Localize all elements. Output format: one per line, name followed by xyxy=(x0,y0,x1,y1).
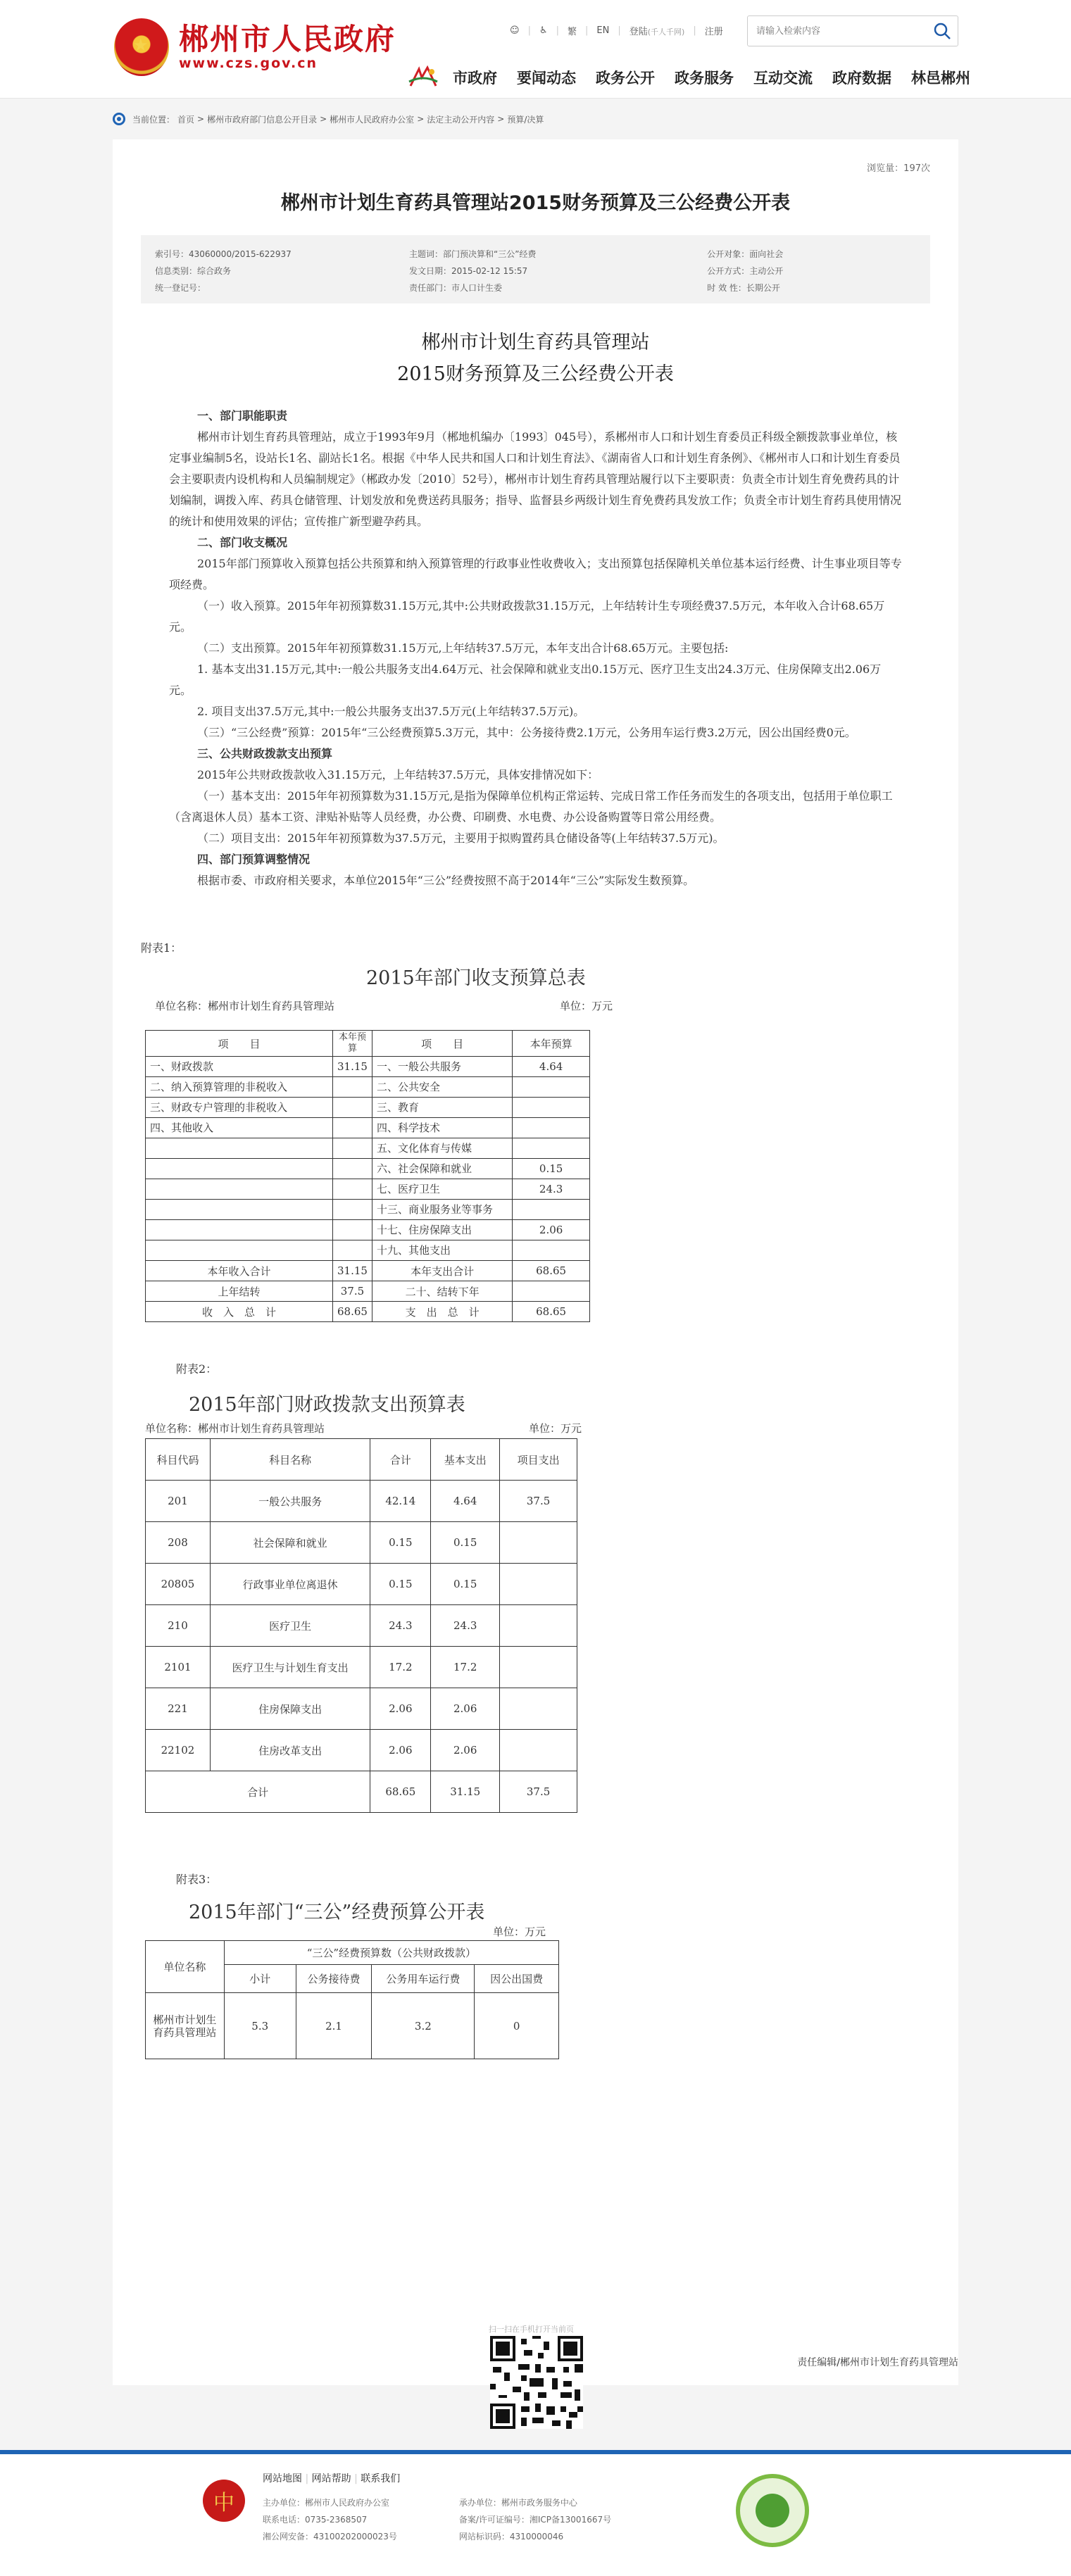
table-cell: 四、其他收入 xyxy=(146,1118,333,1138)
search-button[interactable] xyxy=(927,16,958,46)
table-cell: 0.15 xyxy=(370,1564,431,1605)
table-cell xyxy=(146,1240,333,1261)
breadcrumb-directory[interactable]: 郴州市政府部门信息公开目录 xyxy=(207,114,318,125)
table-cell: 2.06 xyxy=(431,1688,500,1730)
nav-interaction[interactable]: 互动交流 xyxy=(753,70,813,87)
table-cell xyxy=(500,1647,577,1688)
table-cell xyxy=(500,1564,577,1605)
table-cell: 221 xyxy=(146,1688,211,1730)
table-cell: 2.06 xyxy=(513,1220,590,1240)
table-cell: 31.15 xyxy=(332,1057,372,1077)
table-cell xyxy=(332,1077,372,1098)
page-title: 郴州市计划生育药具管理站2015财务预算及三公经费公开表 xyxy=(280,192,791,214)
table-row xyxy=(146,1481,577,1522)
icp-record-link[interactable]: 备案/许可证编号：湘ICP备13001667号 xyxy=(458,2515,612,2525)
table-cell xyxy=(332,1159,372,1179)
table-total-row xyxy=(146,1281,590,1302)
table1 xyxy=(145,1030,590,1322)
paragraph: 2015年公共财政拨款收入31.15万元，上年结转37.5万元，具体安排情况如下： xyxy=(197,768,599,781)
table-cell: 2.06 xyxy=(431,1730,500,1771)
table-cell: 24.3 xyxy=(513,1179,590,1200)
table-cell: 4.64 xyxy=(513,1057,590,1077)
table-cell: 收 入 总 计 xyxy=(146,1302,333,1322)
table-cell xyxy=(500,1688,577,1730)
section-heading: 二、部门收支概况 xyxy=(197,536,288,549)
qr-code xyxy=(490,2336,583,2429)
table-cell xyxy=(513,1240,590,1261)
table-cell: 十九、其他支出 xyxy=(372,1240,512,1261)
table-cell: 一、一般公共服务 xyxy=(372,1057,512,1077)
table-cell xyxy=(513,1098,590,1118)
paragraph: 2015年部门预算收入预算包括公共预算和纳入预算管理的行政事业性收费收入；支出预算包括保障机关单位基本运行经费、计生事业项目等专项经费。 xyxy=(169,557,902,591)
table-cell: 四、科学技术 xyxy=(372,1118,512,1138)
register-link[interactable]: 注册 xyxy=(704,27,723,37)
view-count: 浏览量：197次 xyxy=(867,163,930,174)
english-link[interactable]: EN xyxy=(596,25,610,36)
table-cell: 十七、住房保障支出 xyxy=(372,1220,512,1240)
breadcrumb-budget[interactable]: 预算/决算 xyxy=(507,114,544,125)
table-cell: 五、文化体育与传媒 xyxy=(372,1138,512,1159)
table-cell xyxy=(500,1605,577,1647)
table3-note: 附表3： xyxy=(176,1873,218,1886)
table-cell: 17.2 xyxy=(370,1647,431,1688)
table-cell: 医疗卫生与计划生育支出 xyxy=(210,1647,370,1688)
table-cell xyxy=(332,1220,372,1240)
nav-city-government[interactable]: 市政府 xyxy=(453,70,497,87)
table-row xyxy=(146,1138,590,1159)
paragraph: 根据市委、市政府相关要求，本单位2015年“三公”经费按照不高于2014年“三公”实际发生数预算。 xyxy=(197,874,695,887)
table-cell: 行政事业单位离退休 xyxy=(210,1564,370,1605)
search-icon xyxy=(933,22,951,40)
table2 xyxy=(145,1438,577,1813)
table-cell: 三、财政专户管理的非税收入 xyxy=(146,1098,333,1118)
paragraph: （三）“三公经费”预算：2015年“三公经费预算5.3万元，其中：公务接待费2.1万元，公务用车运行费3.2万元，因公出国经费0元。 xyxy=(197,726,856,739)
table-cell xyxy=(332,1200,372,1220)
table-cell: 37.5 xyxy=(500,1481,577,1522)
party-gov-badge-icon[interactable]: 中 xyxy=(203,2480,245,2522)
table-row xyxy=(146,1179,590,1200)
footer-info: 主办单位：郴州市人民政府办公室 联系电话：0735-2368507 湘公网安备：43100202000023号 承办单位：郴州市政务服务中心 备案/许可证编号：湘ICP备13001667号 网站标识码：4310000046 xyxy=(263,2494,611,2545)
paragraph: （一）收入预算。2015年年初预算数31.15万元,其中:公共财政拨款31.15万元，上年结转计生专项经费37.5万元，本年收入合计68.65万元。 xyxy=(169,599,885,634)
site-url: www.czs.gov.cn xyxy=(179,56,318,71)
paragraph: 1. 基本支出31.15万元,其中:一般公共服务支出4.64万元、社会保障和就业支出0.15万元、医疗卫生支出24.3万元、住房保障支出2.06万元。 xyxy=(169,662,882,697)
table-cell: 社会保障和就业 xyxy=(210,1522,370,1564)
police-record-link[interactable]: 湘公网安备：43100202000023号 xyxy=(263,2532,397,2542)
table-row xyxy=(146,1200,590,1220)
login-link[interactable]: 登陆(千人千网) xyxy=(629,27,685,37)
table-cell: 六、社会保障和就业 xyxy=(372,1159,512,1179)
traditional-chinese-link[interactable]: 繁 xyxy=(568,27,577,37)
table1-title: 2015年部门收支预算总表 xyxy=(366,967,586,989)
table-cell: 0.15 xyxy=(513,1159,590,1179)
nav-gov-data[interactable]: 政府数据 xyxy=(832,70,891,87)
table-row xyxy=(146,1564,577,1605)
table-header-row: 科目代码 科目名称 合计 基本支出 项目支出 xyxy=(146,1439,577,1481)
table-row xyxy=(146,1220,590,1240)
table-cell: 十三、商业服务业等事务 xyxy=(372,1200,512,1220)
search-input[interactable] xyxy=(748,17,927,45)
table-row: 郴州市计划生育药具管理站 5.3 2.1 3.2 0 xyxy=(146,1993,559,2059)
table-cell xyxy=(146,1159,333,1179)
table-cell: 208 xyxy=(146,1522,211,1564)
table-cell: 24.3 xyxy=(431,1605,500,1647)
table-cell xyxy=(332,1138,372,1159)
table2-note: 附表2： xyxy=(176,1362,218,1376)
table-cell: 210 xyxy=(146,1605,211,1647)
table-cell: 20805 xyxy=(146,1564,211,1605)
table3-unit: 单位：万元 xyxy=(493,1925,546,1938)
table-header-row: 项 目 本年预算 项 目 本年预算 xyxy=(146,1031,590,1057)
table-cell: 22102 xyxy=(146,1730,211,1771)
section-heading: 四、部门预算调整情况 xyxy=(197,853,311,866)
table3: 单位名称 “三公”经费预算数（公共财政拨款） 小计 公务接待费 公务用车运行费 因公出国费 郴州市计划生育药具管理站 5.3 2.1 3.2 0 xyxy=(145,1940,559,2059)
table-cell xyxy=(513,1281,590,1302)
table-cell xyxy=(332,1240,372,1261)
table-total-row: 合计 68.65 31.15 37.5 xyxy=(146,1771,577,1813)
nav-gov-services[interactable]: 政务服务 xyxy=(675,70,734,87)
table-cell xyxy=(332,1179,372,1200)
table-cell: 2101 xyxy=(146,1647,211,1688)
table-cell: 0.15 xyxy=(431,1564,500,1605)
table-row xyxy=(146,1098,590,1118)
breadcrumb-disclosure[interactable]: 法定主动公开内容 xyxy=(427,114,495,125)
table-cell: 4.64 xyxy=(431,1481,500,1522)
table1-unit: 单位：万元 xyxy=(559,1000,613,1012)
table-cell: 17.2 xyxy=(431,1647,500,1688)
table-cell: 42.14 xyxy=(370,1481,431,1522)
table-cell xyxy=(146,1220,333,1240)
table-cell: 二十、结转下年 xyxy=(372,1281,512,1302)
table-cell xyxy=(146,1138,333,1159)
table-cell: 68.65 xyxy=(513,1261,590,1281)
table1-unit-name: 单位名称：郴州市计划生育药具管理站 xyxy=(155,1000,335,1012)
nav-gov-disclosure[interactable]: 政务公开 xyxy=(596,70,655,87)
table1-note: 附表1： xyxy=(141,941,182,955)
nav-linyi-chenzhou[interactable]: 林邑郴州 xyxy=(911,70,970,87)
table2-unit-name: 单位名称：郴州市计划生育药具管理站 xyxy=(145,1422,325,1435)
table-cell xyxy=(513,1200,590,1220)
section-heading: 三、公共财政拨款支出预算 xyxy=(197,747,333,760)
paragraph: （二）项目支出：2015年年初预算数为37.5万元，主要用于拟购置药具仓储设备等(上年结转37.5万元)。 xyxy=(197,831,725,845)
breadcrumb-home[interactable]: 首页 xyxy=(177,114,195,125)
table-cell: 37.5 xyxy=(332,1281,372,1302)
paragraph: （二）支出预算。2015年年初预算数31.15万元,上年结转37.5万元，本年支出合计68.65万元。主要包括: xyxy=(197,641,729,655)
table-total-row xyxy=(146,1261,590,1281)
main-nav xyxy=(406,65,970,90)
table2-unit: 单位：万元 xyxy=(528,1422,582,1435)
table-cell: 68.65 xyxy=(513,1302,590,1322)
breadcrumb: 当前位置： 首页 > 郴州市政府部门信息公开目录 > 郴州市人民政府办公室 > 法定主动公开内容 > 预算/决算 xyxy=(0,99,1071,139)
table-cell xyxy=(146,1200,333,1220)
table-cell xyxy=(513,1077,590,1098)
top-links: ☺ | ♿ | 繁 | EN | 登陆(千人千网) | 注册 xyxy=(510,25,723,37)
table-cell: 68.65 xyxy=(332,1302,372,1322)
table2-title: 2015年部门财政拨款支出预算表 xyxy=(189,1394,465,1416)
table-cell: 0.15 xyxy=(431,1522,500,1564)
site-footer: 中 网站地图 | 网站帮助 | 联系我们 主办单位：郴州市人民政府办公室 联系电话：0735-2368507 湘公网安备：43100202000023号 承办单位：郴州市政务服务中心 备案/许可证编号：湘ICP备13001667号 网站标识码：4310000046 xyxy=(0,2450,1071,2576)
table-row xyxy=(146,1057,590,1077)
gov-website-error-finder-badge-icon[interactable] xyxy=(736,2474,809,2547)
elderly-mode-icon[interactable]: ☺ xyxy=(510,25,520,36)
table-row xyxy=(146,1647,577,1688)
table-cell: 支 出 总 计 xyxy=(372,1302,512,1322)
table-cell: 201 xyxy=(146,1481,211,1522)
article-title: 郴州市计划生育药具管理站 xyxy=(421,332,650,353)
table-total-row xyxy=(146,1302,590,1322)
breadcrumb-office[interactable]: 郴州市人民政府办公室 xyxy=(330,114,415,125)
section-heading: 一、部门职能职责 xyxy=(197,409,288,422)
paragraph: 郴州市计划生育药具管理站，成立于1993年9月（郴地机编办〔1993〕045号），系郴州市人口和计划生育委员正科级全额拨款事业单位，核定事业编制5名，设站长1名、副站长1名。根据《中华人民共和国人口和计划生育法》、《湖南省人口和计划生育条例》、《郴州市人口和计划生育委员会主要职责内设机构和人员编制规定》（郴政办发〔2010〕52号），郴州市计划生育药具管理站履行以下主要职责：负责全市计划生育免费药具的计划编制，调拨入库、药具仓储管理、计划发放和免费送药具服务；指导、监督县乡两级计划生育免费药具发放工作；负责全市计划生育药具使用情况的统计和使用效果的评估；宣传推广新型避孕药具。 xyxy=(169,430,902,528)
table-cell xyxy=(500,1730,577,1771)
table-row xyxy=(146,1730,577,1771)
nav-news[interactable]: 要闻动态 xyxy=(517,70,576,87)
table-cell: 上年结转 xyxy=(146,1281,333,1302)
table-row xyxy=(146,1522,577,1564)
accessibility-icon[interactable]: ♿ xyxy=(539,25,548,36)
table-cell: 医疗卫生 xyxy=(210,1605,370,1647)
qr-label: 扫一扫在手机打开当前页 xyxy=(489,2325,574,2334)
paragraph: （一）基本支出：2015年年初预算数为31.15万元,是指为保障单位机构正常运转、完成日常工作任务而发生的各项支出，包括用于单位职工（含离退休人员）基本工资、津贴补贴等人员经费，办公费、印刷费、水电费、办公设备购置等日常公用经费。 xyxy=(169,789,893,824)
table-cell: 住房改革支出 xyxy=(210,1730,370,1771)
table-row xyxy=(146,1605,577,1647)
document-meta: 索引号：43060000/2015-622937 主题词：部门预决算和“三公”经费 公开对象：面向社会 信息类别：综合政务 发文日期：2015-02-12 15:57 公开方式：主动公开 统一登记号： 责任部门：市人口计生委 时 效 性：长期公开 xyxy=(141,235,930,303)
city-logo-icon xyxy=(406,65,440,90)
national-emblem-icon xyxy=(114,18,169,76)
footer-sitemap-link[interactable]: 网站地图 xyxy=(263,2473,302,2484)
table-cell: 三、教育 xyxy=(372,1098,512,1118)
site-header xyxy=(0,0,1071,99)
table-cell xyxy=(500,1522,577,1564)
table-cell: 一、财政拨款 xyxy=(146,1057,333,1077)
article-panel xyxy=(113,139,958,2385)
table-cell: 二、纳入预算管理的非税收入 xyxy=(146,1077,333,1098)
table-cell xyxy=(146,1179,333,1200)
table-cell xyxy=(332,1118,372,1138)
table-cell: 2.06 xyxy=(370,1730,431,1771)
table-cell: 0.15 xyxy=(370,1522,431,1564)
table-row xyxy=(146,1159,590,1179)
site-logo[interactable] xyxy=(114,18,396,76)
footer-help-link[interactable]: 网站帮助 xyxy=(311,2473,351,2484)
table-row xyxy=(146,1118,590,1138)
table-cell xyxy=(513,1118,590,1138)
table-cell: 本年收入合计 xyxy=(146,1261,333,1281)
table-row xyxy=(146,1240,590,1261)
location-icon xyxy=(113,113,125,125)
table-cell: 住房保障支出 xyxy=(210,1688,370,1730)
site-name: 郴州市人民政府 xyxy=(179,22,396,56)
table3-title: 2015年部门“三公”经费预算公开表 xyxy=(189,1902,485,1923)
search-box xyxy=(747,15,958,46)
table-cell: 2.06 xyxy=(370,1688,431,1730)
table-row xyxy=(146,1077,590,1098)
footer-contact-link[interactable]: 联系我们 xyxy=(361,2473,401,2484)
paragraph: 2. 项目支出37.5万元,其中:一般公共服务支出37.5万元(上年结转37.5万元)。 xyxy=(197,705,585,718)
table-cell xyxy=(513,1138,590,1159)
table-cell: 本年支出合计 xyxy=(372,1261,512,1281)
table-cell: 一般公共服务 xyxy=(210,1481,370,1522)
table-cell: 二、公共安全 xyxy=(372,1077,512,1098)
article-content xyxy=(141,322,902,2059)
table-cell: 七、医疗卫生 xyxy=(372,1179,512,1200)
table-row xyxy=(146,1688,577,1730)
table-cell xyxy=(332,1098,372,1118)
responsible-editor: 责任编辑/郴州市计划生育药具管理站 xyxy=(797,2357,958,2368)
table-cell: 24.3 xyxy=(370,1605,431,1647)
table-cell: 31.15 xyxy=(332,1261,372,1281)
article-subtitle: 2015财务预算及三公经费公开表 xyxy=(397,363,674,385)
